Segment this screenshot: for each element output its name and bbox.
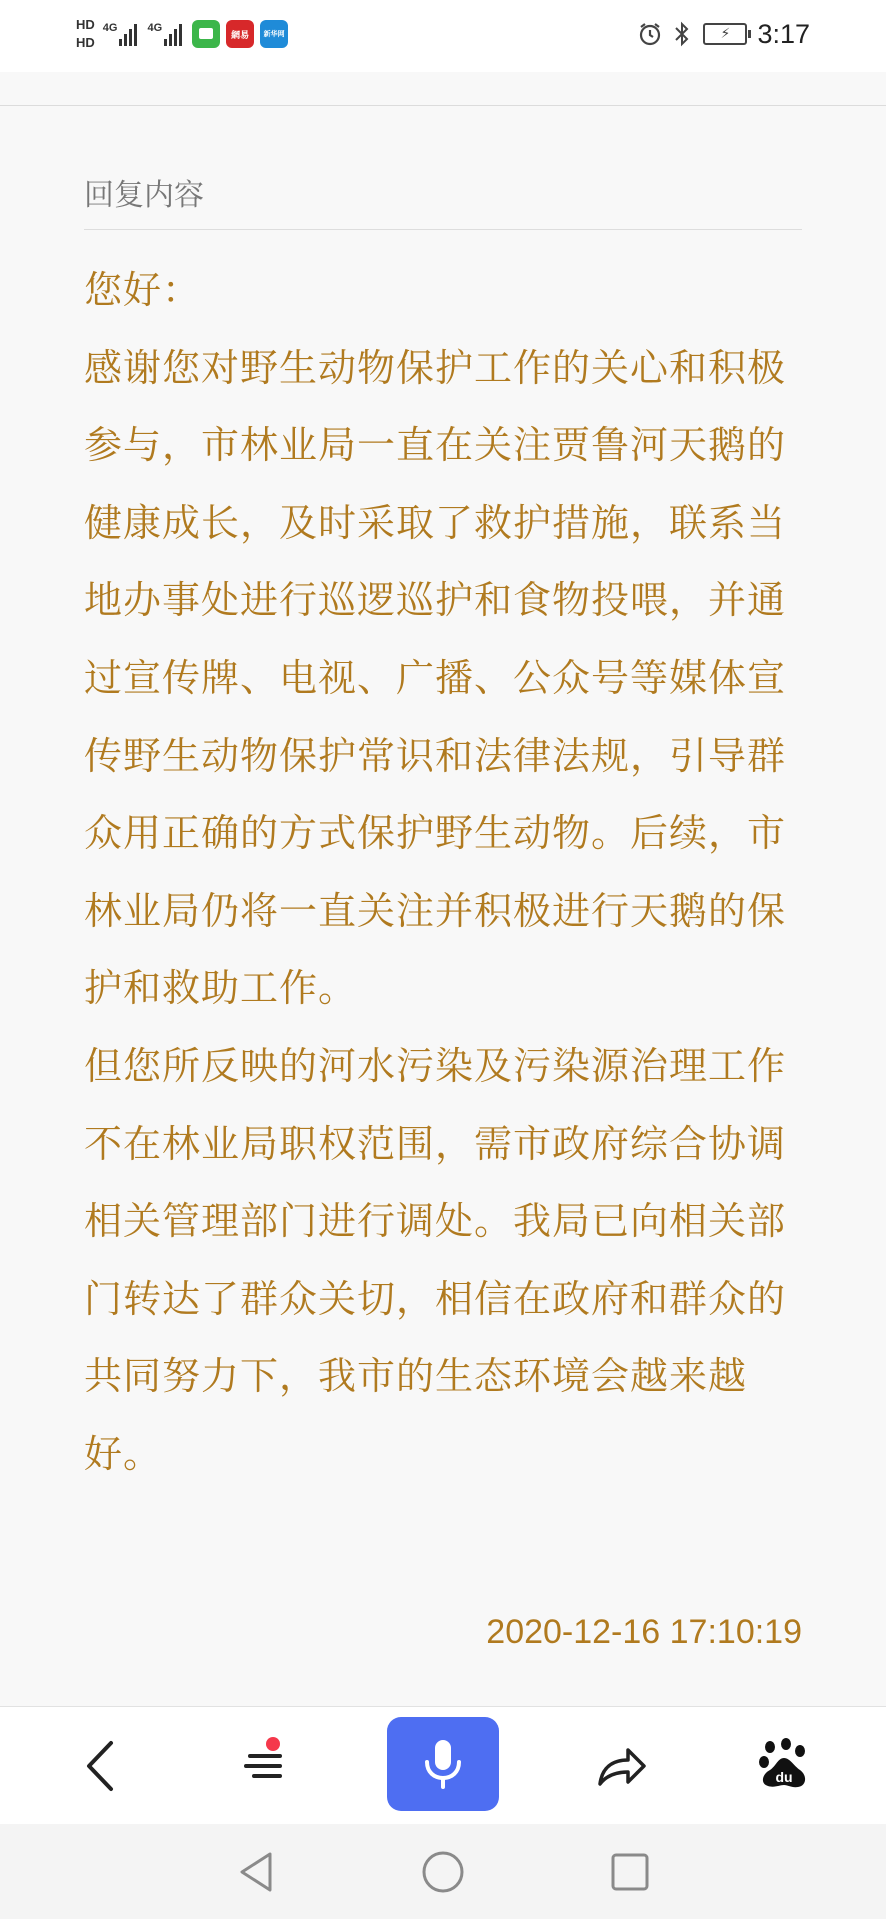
nav-back-icon [236, 1850, 276, 1894]
nav-recents-button[interactable] [600, 1824, 660, 1919]
battery-icon: ⚡ [703, 23, 747, 45]
nav-home-button[interactable] [413, 1824, 473, 1919]
system-nav-bar [0, 1824, 886, 1919]
bluetooth-icon [671, 20, 693, 48]
nav-back-button[interactable] [226, 1824, 286, 1919]
notification-dot [266, 1737, 280, 1751]
nav-home-icon [421, 1850, 465, 1894]
microphone-icon [420, 1736, 466, 1792]
message-app-icon [192, 20, 220, 48]
netease-news-icon [226, 20, 254, 48]
baidu-logo-text: du [775, 1769, 793, 1785]
reply-paragraph-2: 但您所反映的河水污染及污染源治理工作不在林业局职权范围，需市政府综合协调相关管理部门进行调处。我局已向相关部门转达了群众关切，相信在政府和群众的共同努力下，我市的生态环境会越来越好。 [84, 1043, 787, 1476]
sim1-hd-label: HD [76, 17, 95, 32]
status-time: 3:17 [757, 18, 810, 49]
header-divider [0, 105, 886, 106]
alarm-icon [637, 21, 663, 47]
menu-icon [240, 1744, 288, 1788]
section-divider [84, 229, 802, 230]
netease-icon-label: 網易 [231, 29, 250, 40]
back-arrow-icon [83, 1739, 117, 1793]
status-left [76, 12, 294, 56]
menu-button[interactable] [234, 1707, 294, 1825]
voice-search-button[interactable] [387, 1717, 499, 1811]
section-label: 回复内容 [84, 178, 204, 213]
signal-bars-icon [119, 22, 139, 46]
baidu-paw-icon [758, 1738, 810, 1794]
sim2-hd-label: HD [76, 35, 95, 50]
reply-greeting: 您好： [84, 268, 202, 312]
xinhua-icon-label: 新华网 [263, 31, 285, 38]
hd-indicators [76, 16, 95, 52]
signal-2 [147, 22, 184, 46]
share-button[interactable] [590, 1707, 654, 1825]
baidu-home-button[interactable] [754, 1707, 814, 1825]
signal-1 [103, 22, 140, 46]
xinhua-app-icon [260, 20, 288, 48]
share-icon [594, 1742, 650, 1790]
signal-bars-icon [164, 22, 184, 46]
status-right [637, 14, 810, 54]
reply-body [84, 252, 800, 1494]
network2-label: 4G [147, 22, 163, 34]
reply-timestamp: 2020-12-16 17:10:19 [486, 1613, 802, 1651]
network1-label: 4G [102, 22, 118, 34]
nav-recents-icon [610, 1852, 650, 1892]
reply-paragraph-1: 感谢您对野生动物保护工作的关心和积极参与，市林业局一直在关注贾鲁河天鹅的健康成长，及时采取了救护措施，联系当地办事处进行巡逻巡护和食物投喂，并通过宣传牌、电视、广播、公众号等媒体宣传野生动物保护常识和法律法规，引导群众用正确的方式保护野生动物。后续，市林业局仍将一直关注并积极进行天鹅的保护和救助工作。 [84, 345, 787, 1011]
bottom-toolbar [0, 1706, 886, 1825]
status-bar [0, 0, 886, 72]
back-button[interactable] [70, 1707, 130, 1825]
